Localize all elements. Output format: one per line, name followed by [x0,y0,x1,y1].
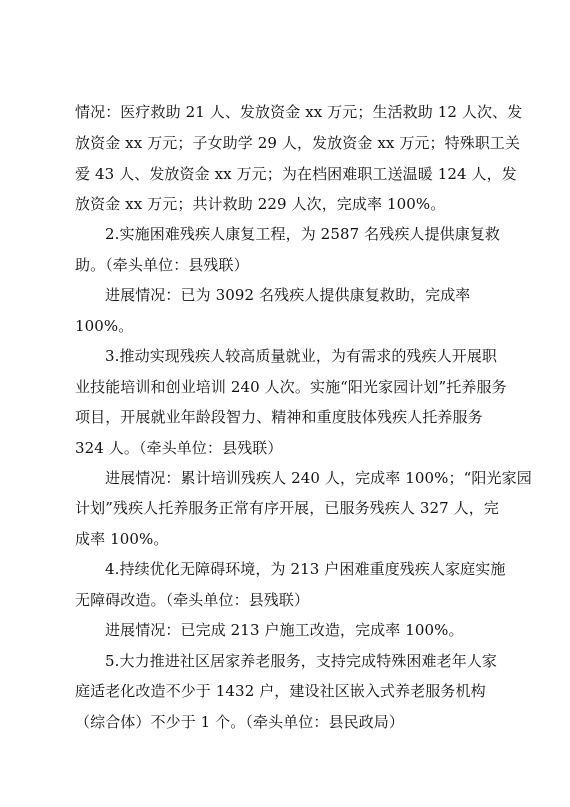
text-line: （综合体）不少于 1 个。（牵头单位：县民政局） [75,713,404,731]
text-line: 助。（牵头单位：县残联） [75,256,249,274]
text-line: 成率 100%。 [75,530,169,548]
text-line: 庭适老化改造不少于 1432 户，建设社区嵌入式养老服务机构 [75,682,486,700]
paragraph-2-start: 2.实施困难残疾人康复工程，为 2587 名残疾人提供康复救 [105,225,501,243]
progress-line: 进展情况：已完成 213 户施工改造，完成率 100%。 [105,621,464,639]
text-line: 放资金 xx 万元；子女助学 29 人，发放资金 xx 万元；特殊职工关 [75,134,521,152]
text-line: 情况：医疗救助 21 人、发放资金 xx 万元；生活救助 12 人次、发 [75,103,523,121]
text-line: 计划”残疾人托养服务正常有序开展，已服务残疾人 327 人，完 [75,499,499,517]
text-line: 放资金 xx 万元；共计救助 229 人次，完成率 100%。 [75,195,446,213]
text-line: 项目，开展就业年龄段智力、精神和重度肢体残疾人托养服务 [75,408,483,426]
paragraph-3-start: 3.推动实现残疾人较高质量就业，为有需求的残疾人开展职 [105,347,498,365]
text-line: 业技能培训和创业培训 240 人次。实施“阳光家园计划”托养服务 [75,378,507,396]
text-line: 爱 43 人、发放资金 xx 万元；为在档困难职工送温暖 124 人，发 [75,165,517,183]
paragraph-4-start: 4.持续优化无障碍环境，为 213 户困难重度残疾人家庭实施 [105,560,506,578]
text-line: 100%。 [75,317,134,335]
progress-line: 进展情况：累计培训残疾人 240 人，完成率 100%；“阳光家园 [105,469,532,487]
text-line: 324 人。（牵头单位：县残联） [75,439,283,457]
text-line: 无障碍改造。（牵头单位：县残联） [75,591,310,609]
paragraph-5-start: 5.大力推进社区居家养老服务，支持完成特殊困难老年人家 [105,652,498,670]
progress-line: 进展情况：已为 3092 名残疾人提供康复救助，完成率 [105,286,471,304]
